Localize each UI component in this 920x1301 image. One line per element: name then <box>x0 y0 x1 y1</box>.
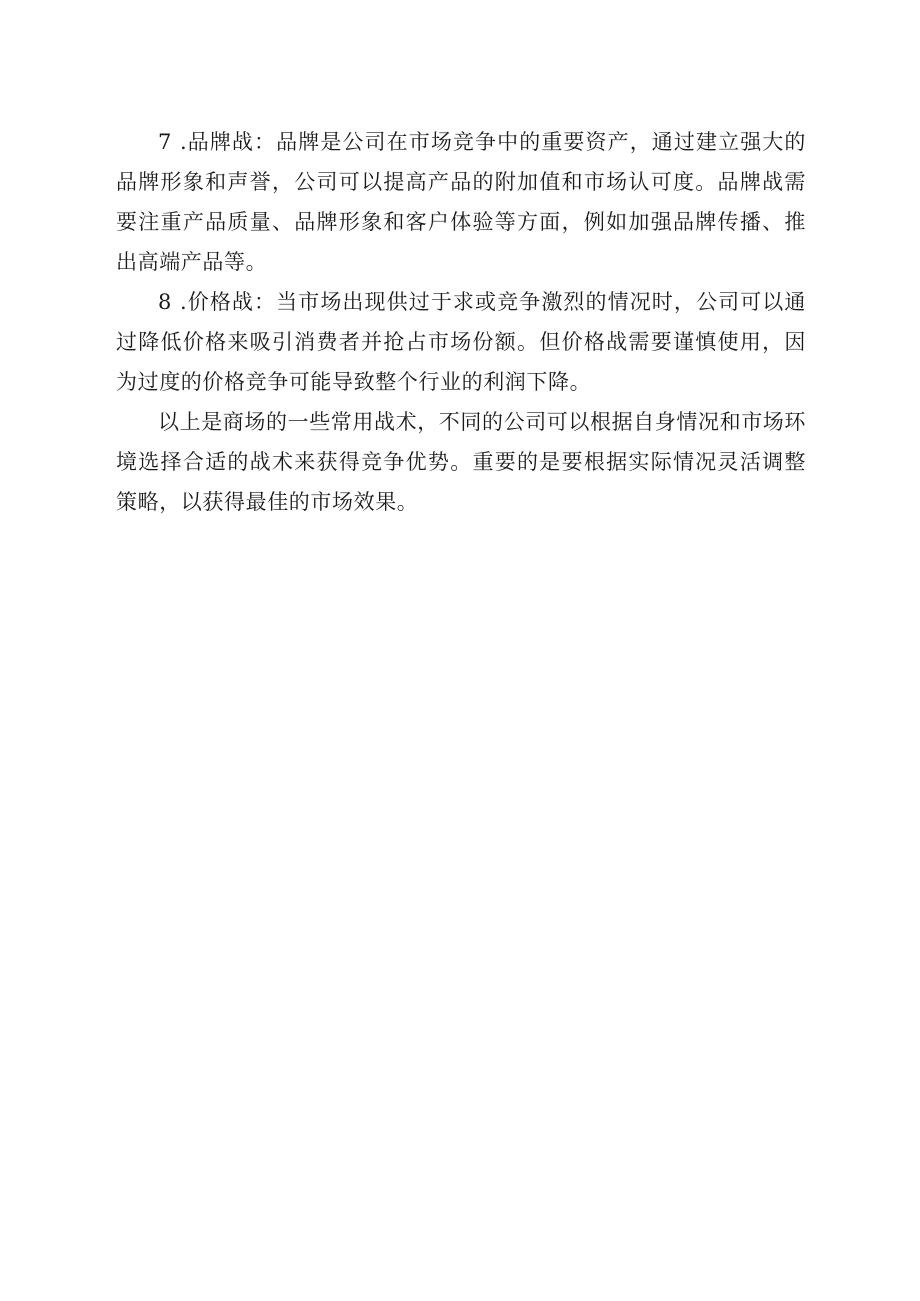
paragraph-heading: .品牌战： <box>179 130 277 154</box>
paragraph-text: 当市场出现供过于求或竞争激烈的情况时，公司可以通过降低价格来吸引消费者并抢占市场份额。但价格战需要谨慎使用，因为过度的价格竞争可能导致整个行业的利润下降。 <box>116 290 806 394</box>
paragraph-text: 以上是商场的一些常用战术，不同的公司可以根据自身情况和市场环境选择合适的战术来获得竞争优势。重要的是要根据实际情况灵活调整策略，以获得最佳的市场效果。 <box>116 410 806 514</box>
paragraph-brand-war <box>116 122 806 282</box>
document-body <box>116 122 806 522</box>
paragraph-text: 品牌是公司在市场竞争中的重要资产，通过建立强大的品牌形象和声誉，公司可以提高产品的附加值和市场认可度。品牌战需要注重产品质量、品牌形象和客户体验等方面，例如加强品牌传播、推出高端产品等。 <box>116 130 806 274</box>
paragraph-number: 7 <box>158 130 172 154</box>
paragraph-number: 8 <box>158 290 172 314</box>
paragraph-heading: .价格战： <box>179 290 277 314</box>
paragraph-price-war <box>116 282 806 402</box>
paragraph-conclusion <box>116 402 806 522</box>
